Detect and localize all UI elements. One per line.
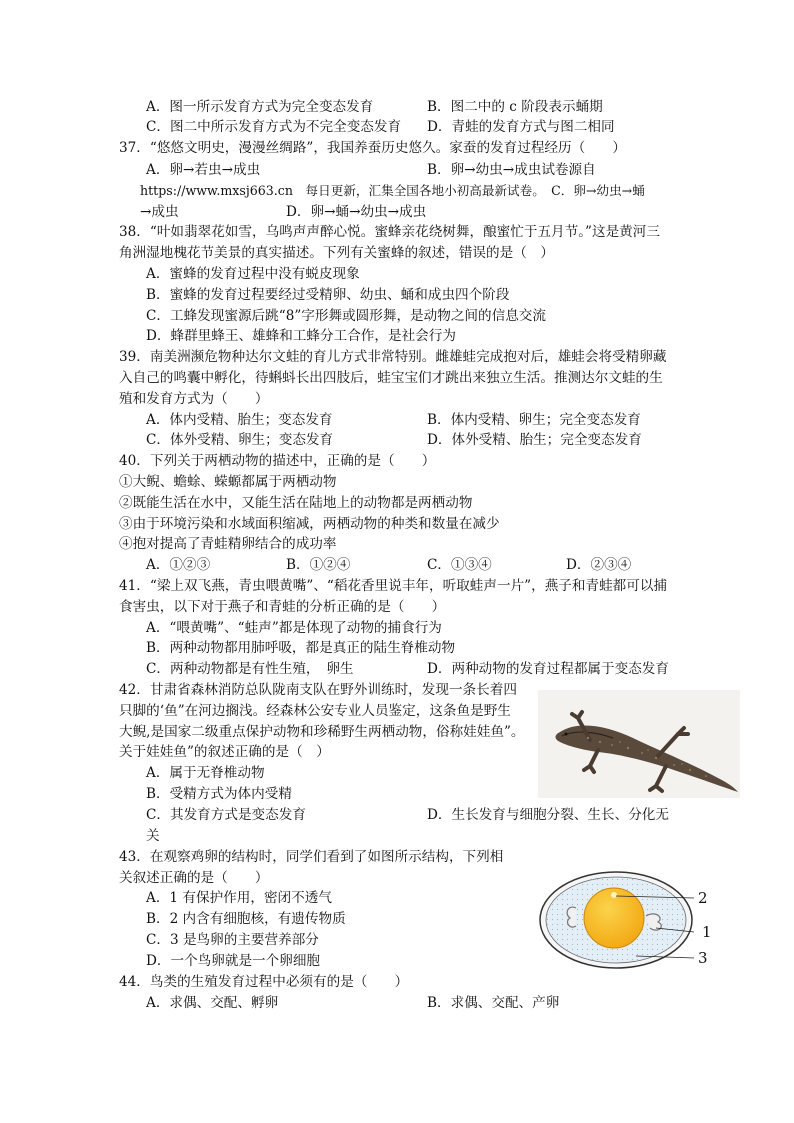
- germinal-disc: [611, 892, 617, 898]
- q40-statement-3: ③由于环境污染和水域面积缩减，两栖动物的种类和数量在减少: [119, 516, 500, 532]
- q41-stem-1: 41．“梁上双飞燕，青虫喂黄嘴”、“稻花香里说丰年，听取蛙声一片”，燕子和青蛙都可以捕: [119, 578, 668, 594]
- q37-stem: 37．“悠悠文明史，漫漫丝绸路”，我国养蚕历史悠久。家蚕的发育过程经历（ ）: [119, 140, 626, 156]
- q41-stem-2: 食害虫，以下对于燕子和青蛙的分析正确的是（ ）: [119, 599, 446, 615]
- q39-option-a: A．体内受精、胎生；变态发育: [146, 412, 333, 428]
- q37-watermark-line: https://www.mxsj663.cn 每日更新，汇集全国各地小初高最新试卷。 C．卵→幼虫→蛹: [140, 183, 645, 198]
- chalaza-left: [567, 907, 576, 927]
- egg-label-2: 2: [698, 889, 708, 907]
- q38-option-b: B．蜜蜂的发育过程要经过受精卵、幼虫、蛹和成虫四个阶段: [146, 287, 510, 303]
- q42-stem-4: 关于娃娃鱼”的叙述正确的是（ ）: [119, 744, 330, 760]
- q39-stem-3: 殖和发育方式为（ ）: [119, 391, 269, 407]
- salamander-illustration: [538, 690, 740, 798]
- q41-option-b: B．两种动物都用肺呼吸，都是真正的陆生脊椎动物: [146, 640, 456, 656]
- q43-option-c: C．3 是鸟卵的主要营养部分: [146, 932, 319, 948]
- q42-option-c: C．其发育方式是变态发育: [146, 807, 306, 823]
- q42-option-a: A．属于无脊椎动物: [146, 765, 265, 781]
- q43-option-d: D．一个鸟卵就是一个卵细胞: [146, 953, 321, 969]
- q37-option-d: D．卵→蛹→幼虫→成虫: [286, 204, 427, 220]
- q36-option-d: D．青蛙的发育方式与图二相同: [427, 119, 615, 135]
- q40-stem: 40．下列关于两栖动物的描述中，正确的是（ ）: [119, 453, 436, 469]
- q44-option-a: A．求偶、交配、孵卵: [146, 995, 279, 1011]
- egg-label-3: 3: [698, 949, 708, 967]
- q42-option-b: B．受精方式为体内受精: [146, 786, 292, 802]
- q39-option-d: D．体外受精、胎生；完全变态发育: [427, 432, 642, 448]
- q41-option-c: C．两种动物都是有性生殖， 卵生: [146, 661, 354, 677]
- q43-option-b: B．2 内含有细胞核，有遗传物质: [146, 911, 346, 927]
- q44-stem: 44．鸟类的生殖发育过程中必须有的是（ ）: [119, 974, 409, 990]
- q43-option-a: A．1 有保护作用，密闭不透气: [146, 890, 332, 906]
- q43-stem-2: 关叙述正确的是（ ）: [119, 870, 269, 886]
- q39-stem-1: 39．南美洲濒危物种达尔文蛙的育儿方式非常特别。雌雄蛙完成抱对后，雄蛙会将受精卵藏: [119, 349, 667, 365]
- q36-option-a: A．图一所示发育方式为完全变态发育: [146, 99, 374, 115]
- q38-option-a: A．蜜蜂的发育过程中没有蜕皮现象: [146, 266, 360, 282]
- q42-stem-1: 42．甘肃省森林消防总队陇南支队在野外训练时，发现一条长着四: [119, 682, 517, 698]
- egg-label-1: 1: [702, 923, 712, 941]
- chicken-egg-diagram: [536, 868, 726, 972]
- q41-option-d: D．两种动物的发育过程都属于变态发育: [427, 661, 669, 677]
- egg-structure-svg: [536, 868, 726, 972]
- q36-option-b: B．图二中的 c 阶段表示蛹期: [427, 99, 603, 115]
- q43-stem-1: 43．在观察鸡卵的结构时，同学们看到了如图所示结构，下列相: [119, 849, 504, 865]
- q38-option-c: C．工蜂发现蜜源后跳“8”字形舞或圆形舞，是动物之间的信息交流: [146, 308, 546, 324]
- q42-stem-3: 大鲵,是国家二级重点保护动物和珍稀野生两栖动物，俗称娃娃鱼”。: [119, 724, 525, 740]
- q38-stem-2: 角洲湿地槐花节美景的真实描述。下列有关蜜蜂的叙述，错误的是（ ）: [119, 245, 554, 261]
- q42-option-d-cont: 关: [146, 828, 160, 844]
- q40-option-a: A．①②③: [146, 557, 211, 573]
- q39-option-c: C．体外受精、卵生；变态发育: [146, 432, 334, 448]
- q41-option-a: A．“喂黄嘴”、“蛙声”都是体现了动物的捕食行为: [146, 620, 442, 636]
- q40-option-c: C．①③④: [427, 557, 492, 573]
- q40-option-b: B．①②④: [286, 557, 351, 573]
- q40-statement-1: ①大鲵、蟾蜍、蝾螈都属于两栖动物: [119, 474, 337, 490]
- q42-stem-2: 只脚的‘鱼”在河边搁浅。经森林公安专业人员鉴定，这条鱼是野生: [119, 703, 511, 719]
- q40-statement-2: ②既能生活在水中，又能生活在陆地上的动物都是两栖动物: [119, 495, 473, 511]
- q38-option-d: D．蜂群里蜂王、雄蜂和工蜂分工合作，是社会行为: [146, 328, 456, 344]
- giant-salamander-photo: [538, 690, 740, 798]
- q40-statement-4: ④抱对提高了青蛙精卵结合的成功率: [119, 536, 337, 552]
- q37-option-c-cont: →成虫: [140, 204, 179, 220]
- q36-option-c: C．图二中所示发育方式为不完全变态发育: [146, 119, 402, 135]
- q39-option-b: B．体内受精、卵生；完全变态发育: [427, 412, 641, 428]
- q38-stem-1: 38．“叶如翡翠花如雪，乌鸣声声醉心悦。蜜蜂亲花绕树舞，酿蜜忙于五月节。”这是黄河三: [119, 224, 660, 240]
- q40-option-d: D．②③④: [566, 557, 632, 573]
- q42-option-d: D．生长发育与细胞分裂、生长、分化无: [427, 807, 669, 823]
- q37-option-b: B．卵→幼虫→成虫试卷源自: [427, 162, 596, 178]
- q39-stem-2: 入自己的鸣囊中孵化，待蝌蚪长出四肢后，蛙宝宝们才跳出来独立生活。推测达尔文蛙的生: [119, 370, 663, 386]
- q44-option-b: B．求偶、交配、产卵: [427, 995, 560, 1011]
- q37-option-a: A．卵→若虫→成虫: [146, 162, 261, 178]
